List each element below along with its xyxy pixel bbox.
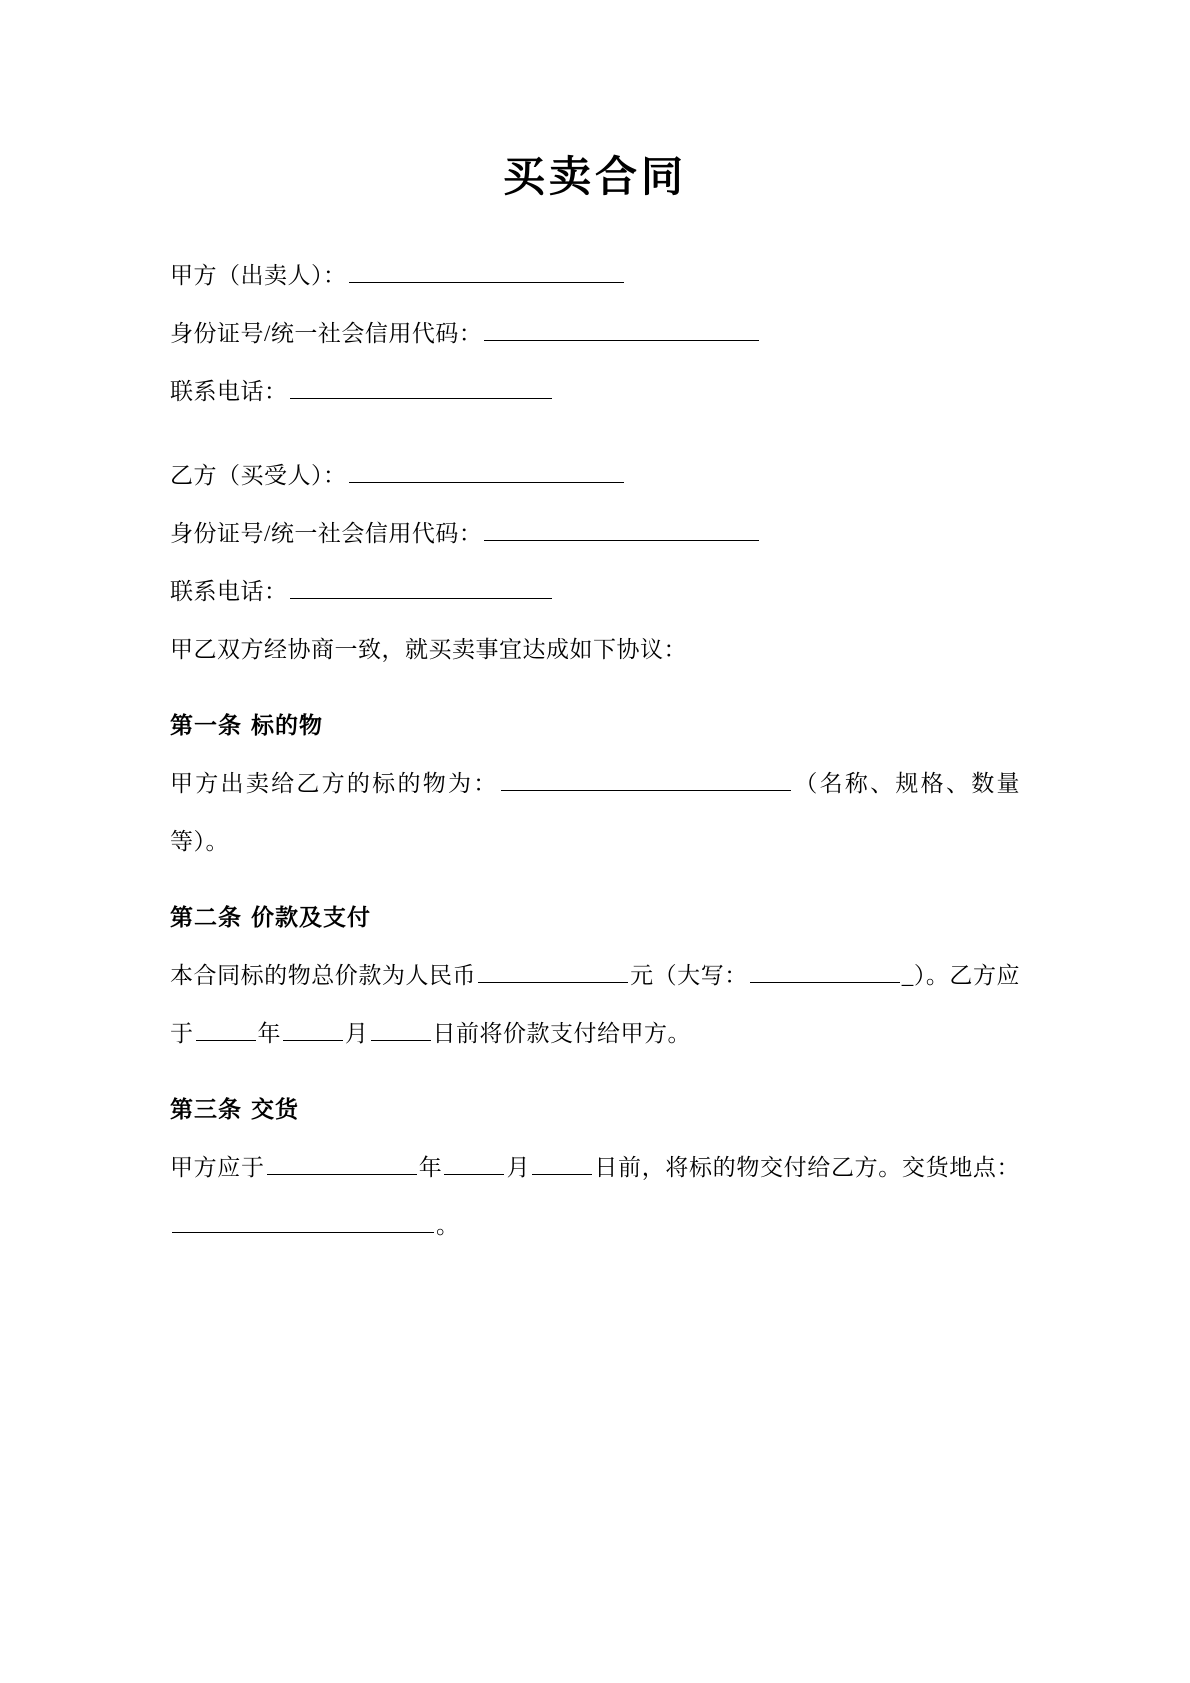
price-in-words-blank[interactable] (750, 962, 900, 983)
section-heading-3: 第三条 交货 (170, 1096, 300, 1123)
buyer-name-blank[interactable] (349, 462, 624, 483)
section-2-text-2c: 月 (345, 1020, 369, 1046)
section-heading-2: 第二条 价款及支付 (170, 904, 372, 931)
seller-id-label: 身份证号/统一社会信用代码： (170, 320, 483, 346)
payment-year-blank[interactable] (196, 1020, 256, 1041)
section-3-text-2b: 。 (436, 1212, 460, 1238)
subject-matter-blank[interactable] (501, 770, 791, 791)
seller-name-blank[interactable] (349, 262, 624, 283)
delivery-year-blank[interactable] (267, 1154, 417, 1175)
preamble-text: 甲乙双方经协商一致，就买卖事宜达成如下协议： (170, 636, 687, 662)
section-2-text-2a: _）。乙方应于 (170, 962, 1021, 1046)
seller-id-blank[interactable] (484, 320, 759, 341)
buyer-phone-blank[interactable] (290, 578, 552, 599)
section-1-body (170, 755, 1020, 871)
total-price-blank[interactable] (478, 962, 628, 983)
section-2-text-1a: 本合同标的物总价款为人民币 (170, 962, 477, 988)
buyer-phone-label: 联系电话： (170, 578, 288, 604)
section-2-text-2b: 年 (257, 1020, 281, 1046)
buyer-name-label: 乙方（买受人）： (170, 462, 347, 488)
section-2-body (170, 947, 1020, 1063)
buyer-id-line (170, 505, 1020, 563)
page-title: 买卖合同 (502, 152, 687, 201)
section-2-text-2d: 日前将价款支付给甲方。 (432, 1020, 691, 1046)
seller-phone-line (170, 363, 1020, 421)
section-3-text-1a: 甲方应于 (170, 1154, 265, 1180)
buyer-phone-line (170, 563, 1020, 621)
buyer-id-blank[interactable] (484, 520, 759, 541)
section-3-text-2a: 货地点： (925, 1154, 1021, 1180)
seller-phone-label: 联系电话： (170, 378, 288, 404)
seller-name-label: 甲方（出卖人）： (170, 262, 347, 288)
section-3-text-1d: 日前，将标的物交付给乙方。交 (594, 1154, 926, 1180)
buyer-id-label: 身份证号/统一社会信用代码： (170, 520, 483, 546)
seller-name-line (170, 247, 1020, 305)
delivery-month-blank[interactable] (444, 1154, 504, 1175)
payment-day-blank[interactable] (371, 1020, 431, 1041)
delivery-location-blank[interactable] (172, 1212, 434, 1233)
seller-id-line (170, 305, 1020, 363)
section-1-text-after: （名称、规格、数量等）。 (170, 770, 1021, 854)
buyer-name-line (170, 447, 1020, 505)
section-3-body (170, 1139, 1020, 1255)
section-3-text-1c: 月 (506, 1154, 531, 1180)
section-1-text-before: 甲方出卖给乙方的标的物为： (170, 770, 499, 796)
section-heading-1: 第一条 标的物 (170, 712, 324, 739)
section-2-text-1b: 元（大写： (630, 962, 748, 988)
delivery-day-blank[interactable] (532, 1154, 592, 1175)
payment-month-blank[interactable] (283, 1020, 343, 1041)
section-3-text-1b: 年 (418, 1154, 443, 1180)
seller-phone-blank[interactable] (290, 378, 552, 399)
